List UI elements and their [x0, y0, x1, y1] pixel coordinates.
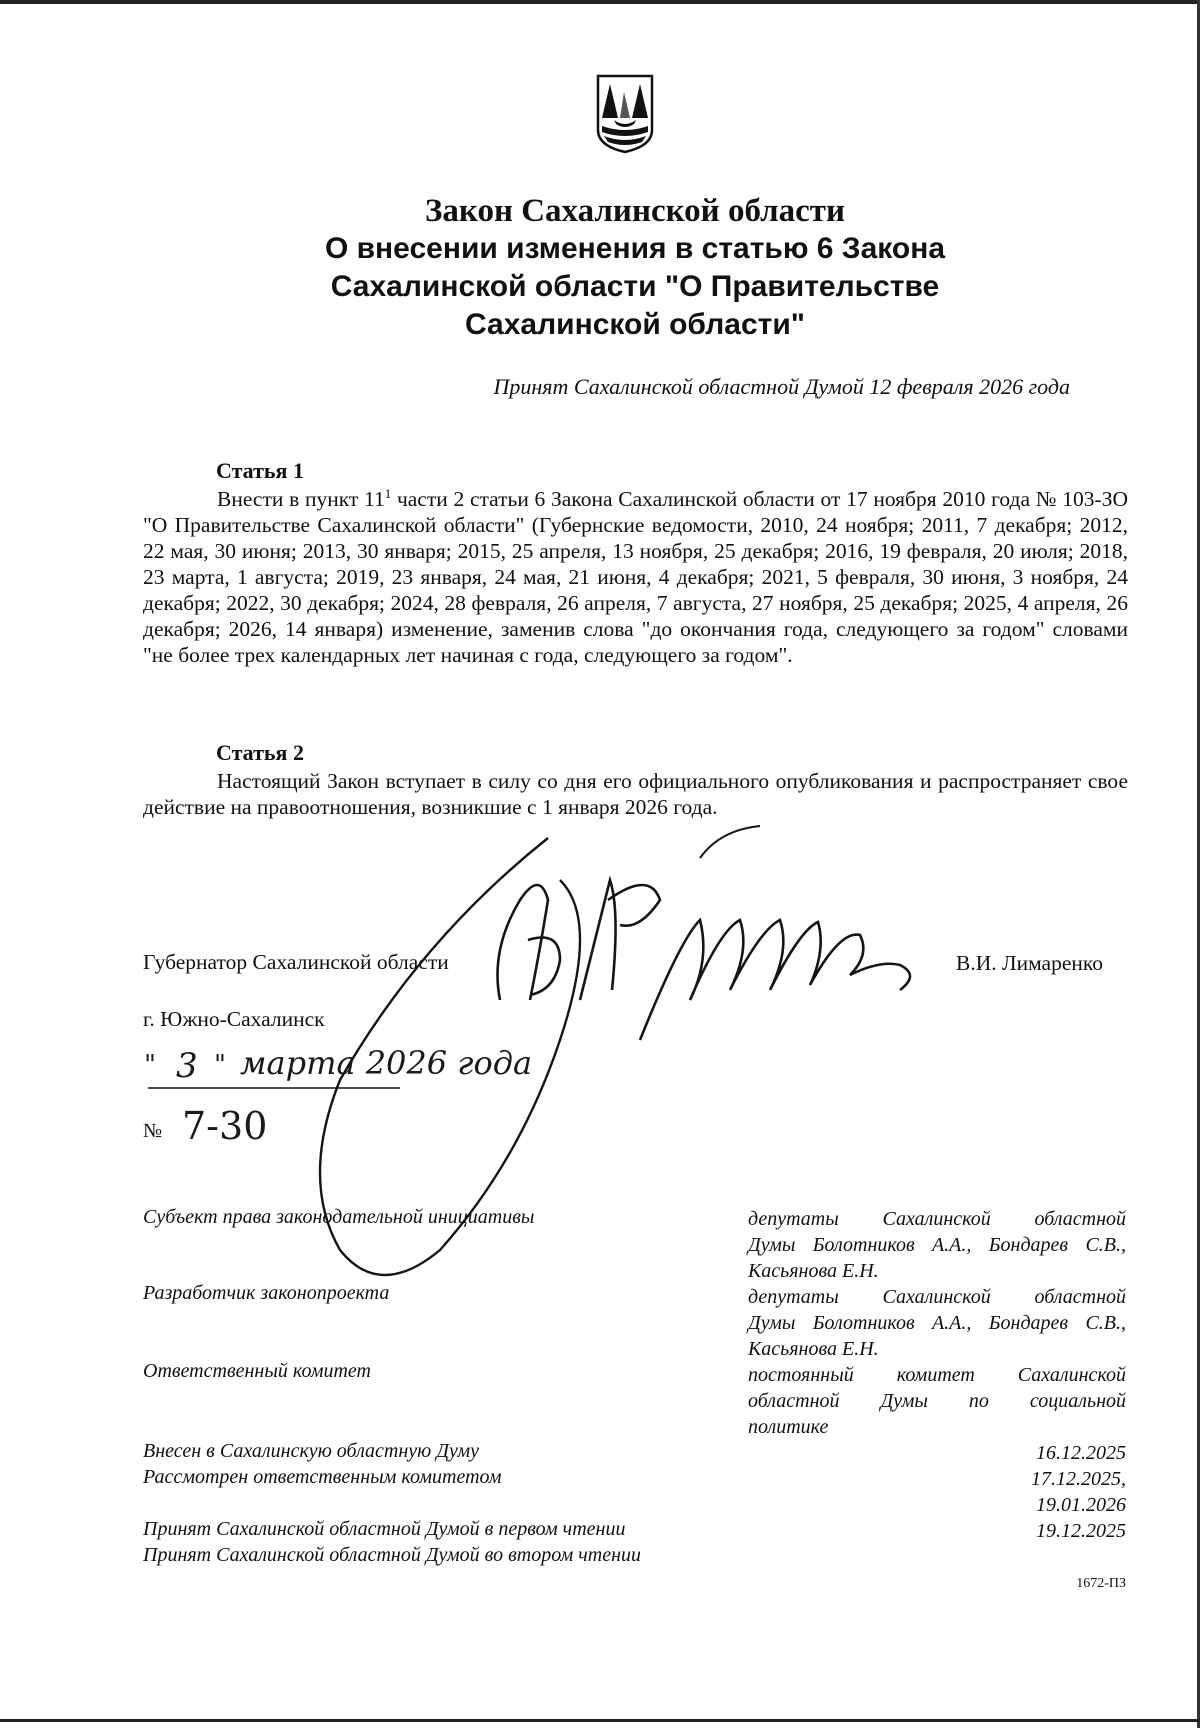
law-title: [200, 192, 1070, 344]
subject-value-line-2: Думы Болотников А.А., Бондарев С.В.,: [748, 1234, 1126, 1256]
developer-value-line-2: Думы Болотников А.А., Бондарев С.В.,: [748, 1312, 1126, 1334]
subject-value-line-3: Касьянова Е.Н.: [748, 1260, 879, 1282]
article-1-text-part-2: части 2 статьи 6 Закона Сахалинской области от 17 ноября 2010 года № 103-ЗО "О Правительстве Сахалинской области" (Губернские ведомости, 2010, 24 ноября; 2011, 7 декабря; 2012, 22 мая, 30 июня; 2013, 30 января; 2015, 25 апреля, 13 ноября, 25 декабря; 2016, 19 февраля, 20 июля; 2018, 23 марта, 1 августа; 2019, 23 января, 24 мая, 21 июня, 4 декабря; 2021, 5 февраля, 30 июня, 3 ноября, 24 декабря; 2022, 30 декабря; 2024, 28 февраля, 26 апреля, 7 августа, 27 ноября, 25 декабря; 2025, 4 апреля, 26 декабря; 2026, 14 января) изменение, заменив слова "до окончания года, следующего за годом" словами "не более трех календарных лет начиная с года, следующего за годом".: [143, 487, 1128, 667]
second-reading-label: Принят Сахалинской областной Думой во втором чтении: [143, 1544, 642, 1566]
subject-value: [748, 1206, 1126, 1284]
coat-of-arms-emblem: [596, 74, 654, 154]
city: г. Южно-Сахалинск: [143, 1007, 325, 1031]
title-line-1: Закон Сахалинской области: [424, 193, 846, 229]
reviewed-date-2: 19.01.2026: [1036, 1494, 1126, 1516]
title-line-2: О внесении изменения в статью 6 Закона: [324, 232, 946, 265]
adoption-note: Принят Сахалинской областной Думой 12 февраля 2026 года: [493, 374, 1070, 399]
article-1-superscript: 1: [384, 485, 392, 501]
submitted-date: 16.12.2025: [1036, 1442, 1126, 1464]
subject-label: Субъект права законодательной инициативы: [143, 1206, 535, 1228]
governor-name: В.И. Лимаренко: [956, 951, 1103, 975]
developer-value-line-3: Касьянова Е.Н.: [748, 1338, 879, 1360]
developer-label: Разработчик законопроекта: [143, 1282, 390, 1304]
scan-border-top: [0, 0, 1200, 4]
committee-value-line-2: областной Думы по социальной: [748, 1390, 1126, 1412]
committee-label: Ответственный комитет: [143, 1360, 371, 1382]
subject-value-line-1: депутаты Сахалинской областной: [748, 1208, 1126, 1230]
date-quote-close: ": [214, 1050, 226, 1080]
developer-value-line-1: депутаты Сахалинской областной: [748, 1286, 1126, 1308]
article-1-text-part-1: Внести в пункт 11: [217, 487, 385, 511]
law-number: 7-30: [182, 1104, 268, 1148]
committee-value-line-1: постоянный комитет Сахалинской: [748, 1364, 1126, 1386]
first-reading-label: Принят Сахалинской областной Думой в первом чтении: [143, 1518, 626, 1540]
date-quote-open: ": [144, 1050, 156, 1080]
title-line-4: Сахалинской области": [464, 308, 805, 341]
committee-value-line-3: политике: [748, 1416, 829, 1438]
title-line-3: Сахалинской области "О Правительстве: [330, 270, 940, 303]
article-1-heading: Статья 1: [216, 458, 304, 483]
article-2-text: Настоящий Закон вступает в силу со дня его официального опубликования и распространяет свое действие на правоотношения, возникшие с 1 января 2026 года.: [143, 769, 1128, 819]
scan-border-bottom: [0, 1719, 1200, 1722]
reviewed-date-1: 17.12.2025,: [1031, 1468, 1126, 1490]
article-2-heading: Статья 2: [216, 740, 304, 765]
date-month-year: марта 2026 года: [240, 1044, 533, 1082]
reviewed-label: Рассмотрен ответственным комитетом: [143, 1466, 502, 1488]
governor-title: Губернатор Сахалинской области: [143, 950, 449, 974]
date-day: 3: [176, 1046, 198, 1086]
first-reading-date: 19.12.2025: [1036, 1520, 1126, 1542]
number-sign: №: [143, 1120, 163, 1142]
article-1-text: [143, 486, 1128, 668]
registration-code: 1672-ПЗ: [1076, 1576, 1126, 1591]
committee-value: [748, 1362, 1126, 1440]
submitted-label: Внесен в Сахалинскую областную Думу: [143, 1440, 480, 1462]
developer-value: [748, 1284, 1126, 1362]
